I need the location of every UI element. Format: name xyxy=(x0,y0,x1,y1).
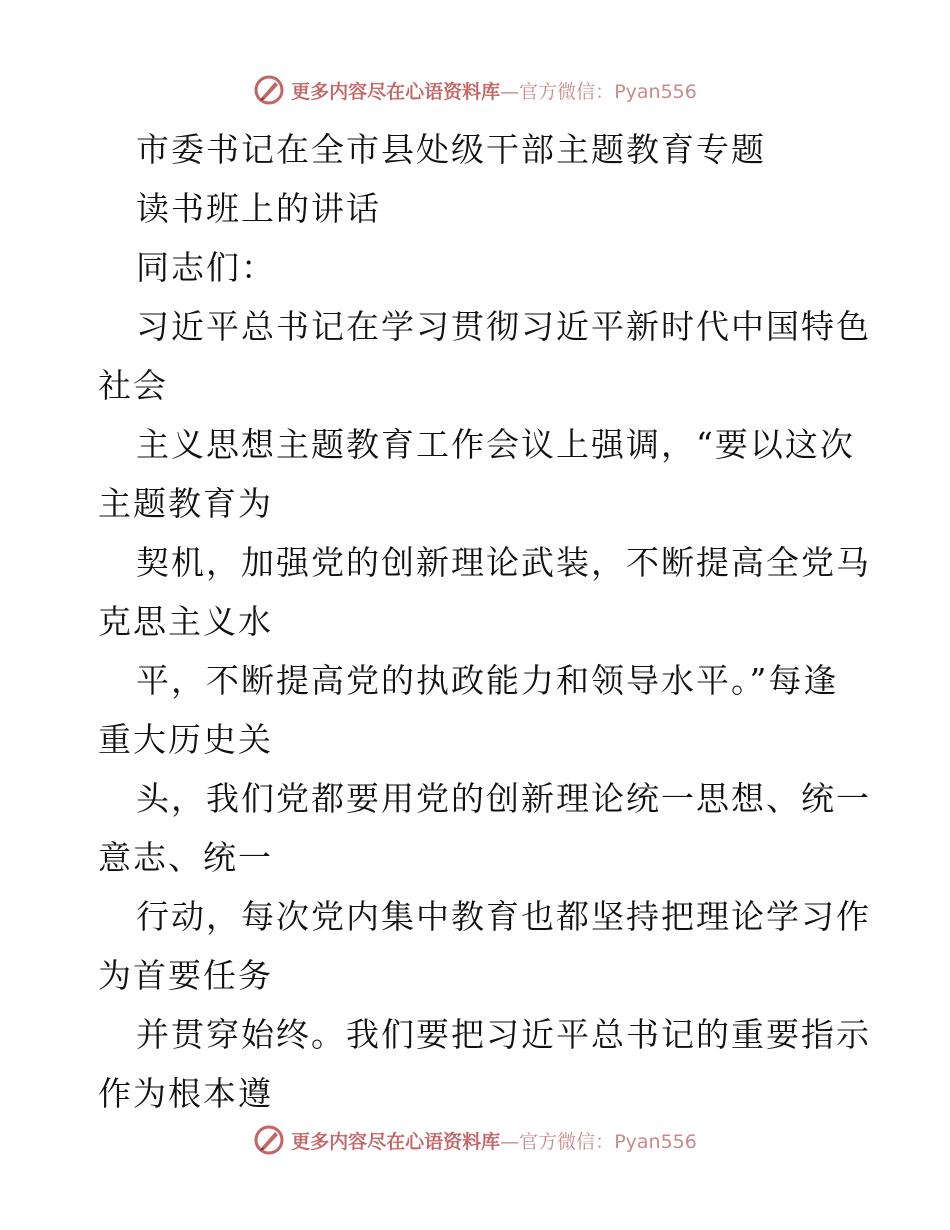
document-line: 契机，加强党的创新理论武装，不断提高全党马 xyxy=(136,543,871,582)
document-line: 社会 xyxy=(98,366,168,405)
document-line: 头，我们党都要用党的创新理论统一思想、统一 xyxy=(136,779,871,818)
document-line: 主义思想主题教育工作会议上强调，“要以这次 xyxy=(136,425,855,464)
document-line: 平，不断提高党的执政能力和领导水平。”每逢 xyxy=(136,661,839,700)
document-line: 市委书记在全市县处级干部主题教育专题 xyxy=(136,130,766,169)
header-watermark xyxy=(0,70,950,110)
watermark-dash: — xyxy=(500,80,520,103)
document-line: 读书班上的讲话 xyxy=(136,189,381,228)
document-line: 克思主义水 xyxy=(98,602,273,641)
watermark-main-text: 更多内容尽在心语资料库 xyxy=(291,80,501,103)
footer-watermark xyxy=(0,1120,950,1160)
document-line: 重大历史关 xyxy=(98,720,273,759)
document-line: 意志、统一 xyxy=(98,838,273,877)
document-line: 并贯穿始终。我们要把习近平总书记的重要指示 xyxy=(136,1015,871,1054)
document-line: 习近平总书记在学习贯彻习近平新时代中国特色 xyxy=(136,307,871,346)
document-line: 为首要任务 xyxy=(98,956,273,995)
quill-pen-logo-icon xyxy=(253,1124,285,1156)
document-line: 行动，每次党内集中教育也都坚持把理论学习作 xyxy=(136,897,871,936)
watermark-contact-id: Pyan556 xyxy=(614,80,697,103)
quill-pen-logo-icon xyxy=(253,74,285,106)
watermark-contact-label: 官方微信： xyxy=(519,80,615,103)
watermark-contact-id: Pyan556 xyxy=(614,1130,697,1153)
document-line: 同志们： xyxy=(136,248,276,287)
document-body xyxy=(98,120,871,1123)
watermark-dash: — xyxy=(500,1130,520,1153)
watermark-text xyxy=(291,77,697,104)
watermark-contact-label: 官方微信： xyxy=(519,1130,615,1153)
watermark-text xyxy=(291,1127,697,1154)
document-line: 主题教育为 xyxy=(98,484,273,523)
watermark-main-text: 更多内容尽在心语资料库 xyxy=(291,1130,501,1153)
document-line: 作为根本遵 xyxy=(98,1074,273,1113)
